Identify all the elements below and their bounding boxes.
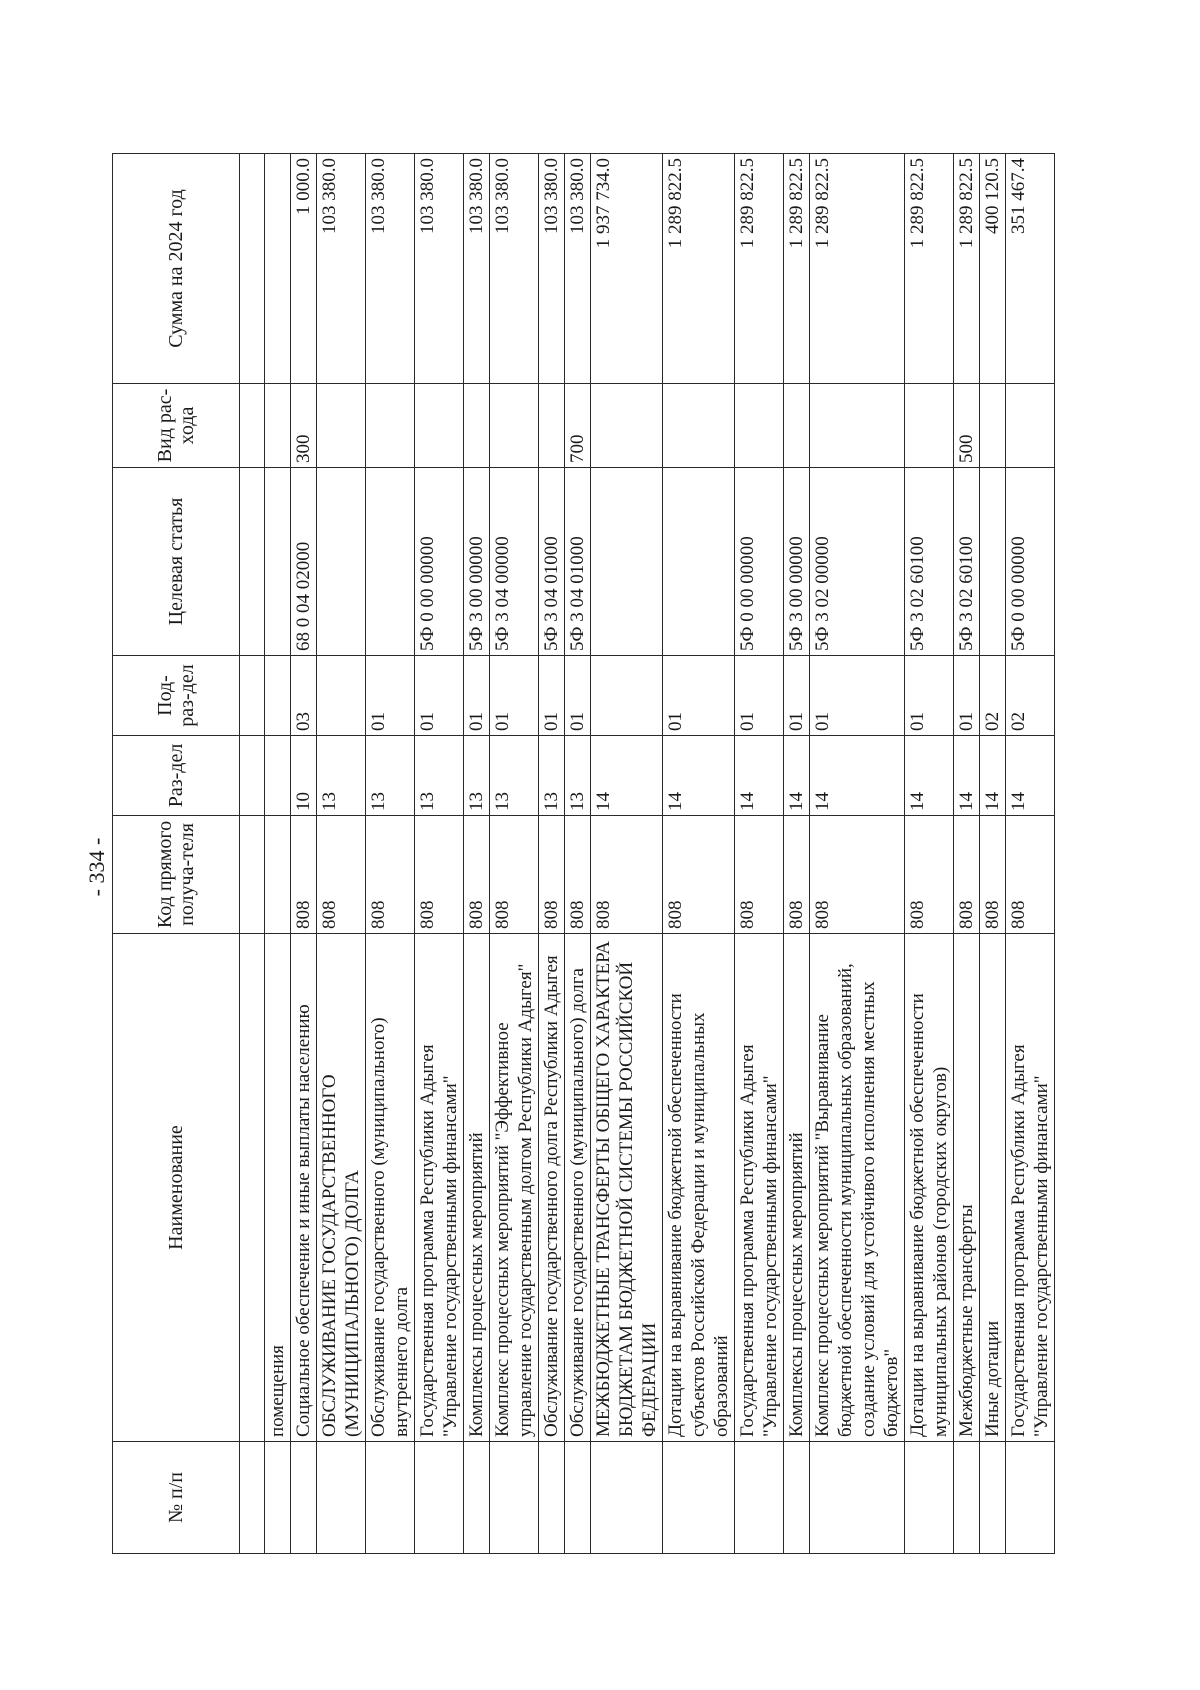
cell-section: 13 (464, 736, 490, 816)
cell-section: 13 (565, 736, 591, 816)
cell-section: 13 (490, 736, 539, 816)
header-subsection: Под-раз-дел (113, 656, 240, 736)
table-row (415, 154, 464, 1554)
cell-sum: 103 380.0 (490, 154, 539, 384)
cell-sum: 103 380.0 (565, 154, 591, 384)
header-number: № п/п (113, 1442, 240, 1554)
cell-subsection: 01 (784, 656, 810, 736)
cell-name: МЕЖБЮДЖЕТНЫЕ ТРАНСФЕРТЫ ОБЩЕГО ХАРАКТЕРА БЮДЖЕТАМ БЮДЖЕТНОЙ СИСТЕМЫ РОССИЙСКОЙ ФЕДЕРАЦИИ (591, 934, 663, 1442)
header-sum-2024: Сумма на 2024 год (113, 154, 240, 384)
cell-number (565, 1442, 591, 1554)
table-row (905, 154, 954, 1554)
table-row (539, 154, 565, 1554)
cell-code: 808 (565, 816, 591, 934)
cell-expense-type (539, 384, 565, 468)
cell-subsection: 01 (565, 656, 591, 736)
cell-expense-type (317, 384, 366, 468)
cell-section: 14 (810, 736, 905, 816)
cell-code: 808 (291, 816, 317, 934)
cell-expense-type: 700 (565, 384, 591, 468)
cell-name: ОБСЛУЖИВАНИЕ ГОСУДАРСТВЕННОГО (МУНИЦИПАЛЬНОГО) ДОЛГА (317, 934, 366, 1442)
cell-article: 5Ф 0 00 00000 (415, 468, 464, 656)
table-row (317, 154, 366, 1554)
cell-section: 13 (415, 736, 464, 816)
cell-sum: 103 380.0 (415, 154, 464, 384)
cell-code: 808 (980, 816, 1006, 934)
cell-code: 808 (366, 816, 415, 934)
cell-article (265, 468, 291, 656)
cell-code: 808 (905, 816, 954, 934)
cell-subsection: 01 (663, 656, 735, 736)
cell-code: 808 (464, 816, 490, 934)
cell-code (265, 816, 291, 934)
cell-sum: 1 000.0 (291, 154, 317, 384)
table-row (565, 154, 591, 1554)
cell-number (905, 1442, 954, 1554)
cell-subsection: 01 (735, 656, 784, 736)
cell-article: 5Ф 0 00 00000 (735, 468, 784, 656)
cell-article: 5Ф 3 00 00000 (784, 468, 810, 656)
cell-number (1006, 1442, 1055, 1554)
cell-code: 808 (1006, 816, 1055, 934)
cell-name: Межбюджетные трансферты (954, 934, 980, 1442)
cell-sum: 103 380.0 (317, 154, 366, 384)
cell-code: 808 (810, 816, 905, 934)
table-row (366, 154, 415, 1554)
cell-expense-type (663, 384, 735, 468)
cell-expense-type (265, 384, 291, 468)
cell-article: 5Ф 3 02 00000 (810, 468, 905, 656)
cell-expense-type: 300 (291, 384, 317, 468)
cell-code: 808 (954, 816, 980, 934)
cell-sum: 103 380.0 (366, 154, 415, 384)
cell-name: Социальное обеспечение и иные выплаты населению (291, 934, 317, 1442)
cell-subsection: 01 (415, 656, 464, 736)
cell-number (980, 1442, 1006, 1554)
cell-code: 808 (784, 816, 810, 934)
cell-article: 5Ф 3 02 60100 (954, 468, 980, 656)
cell-code: 808 (317, 816, 366, 934)
cell-number (490, 1442, 539, 1554)
table-row (663, 154, 735, 1554)
cell-sum: 1 289 822.5 (954, 154, 980, 384)
cell-article (980, 468, 1006, 656)
cell-article (663, 468, 735, 656)
cell-sum: 1 937 734.0 (591, 154, 663, 384)
cell-number (539, 1442, 565, 1554)
cell-sum: 103 380.0 (539, 154, 565, 384)
cell-expense-type (366, 384, 415, 468)
cell-expense-type (905, 384, 954, 468)
cell-name: Государственная программа Республики Адыгея "Управление государственными финансами" (1006, 934, 1055, 1442)
cell-article: 5Ф 3 00 00000 (464, 468, 490, 656)
cell-name: Государственная программа Республики Адыгея "Управление государственными финансами" (415, 934, 464, 1442)
cell-expense-type (591, 384, 663, 468)
cell-number (784, 1442, 810, 1554)
header-name: Наименование (113, 934, 240, 1442)
cell-subsection (265, 656, 291, 736)
cell-name: Государственная программа Республики Адыгея "Управление государственными финансами" (735, 934, 784, 1442)
table-row (1006, 154, 1055, 1554)
cell-subsection: 02 (980, 656, 1006, 736)
cell-section: 10 (291, 736, 317, 816)
cell-subsection: 01 (810, 656, 905, 736)
cell-article: 5Ф 3 04 01000 (565, 468, 591, 656)
cell-section: 14 (663, 736, 735, 816)
cell-number (317, 1442, 366, 1554)
cell-expense-type (735, 384, 784, 468)
cell-code: 808 (591, 816, 663, 934)
cell-subsection: 01 (905, 656, 954, 736)
cell-subsection (591, 656, 663, 736)
cell-subsection: 02 (1006, 656, 1055, 736)
cell-number (810, 1442, 905, 1554)
cell-article: 68 0 04 02000 (291, 468, 317, 656)
cell-sum: 351 467.4 (1006, 154, 1055, 384)
cell-name: Комплекс процессных мероприятий "Выравнивание бюджетной обеспеченности муниципальных образований, создание условий для устойчивого исполнения местных бюджетов" (810, 934, 905, 1442)
cell-expense-type (415, 384, 464, 468)
cell-number (291, 1442, 317, 1554)
cell-section: 14 (1006, 736, 1055, 816)
cell-sum: 400 120.5 (980, 154, 1006, 384)
table-header-row (113, 154, 240, 1554)
cell-subsection: 01 (490, 656, 539, 736)
cell-number (464, 1442, 490, 1554)
cell-section: 13 (539, 736, 565, 816)
page-number: - 334 - (84, 837, 109, 897)
cell-section: 14 (980, 736, 1006, 816)
cell-name: Обслуживание государственного (муниципального) долга (565, 934, 591, 1442)
cell-number (591, 1442, 663, 1554)
cell-expense-type (1006, 384, 1055, 468)
cell-name: Комплекс процессных мероприятий "Эффективное управление государственным долгом Республики Адыгея" (490, 934, 539, 1442)
cell-expense-type: 500 (954, 384, 980, 468)
cell-name: Обслуживание государственного (муниципального) внутреннего долга (366, 934, 415, 1442)
cell-section: 14 (954, 736, 980, 816)
cell-section: 13 (317, 736, 366, 816)
cell-article: 5Ф 3 04 01000 (539, 468, 565, 656)
cell-expense-type (784, 384, 810, 468)
cell-subsection: 01 (954, 656, 980, 736)
cell-number (265, 1442, 291, 1554)
cell-code: 808 (539, 816, 565, 934)
table-row (591, 154, 663, 1554)
cell-article (366, 468, 415, 656)
table-row (490, 154, 539, 1554)
cell-subsection: 01 (539, 656, 565, 736)
cell-expense-type (490, 384, 539, 468)
table-spacer-row (240, 154, 265, 1554)
cell-expense-type (464, 384, 490, 468)
budget-table (112, 153, 1055, 1554)
cell-article (317, 468, 366, 656)
cell-sum: 1 289 822.5 (663, 154, 735, 384)
table-row (954, 154, 980, 1554)
cell-code: 808 (663, 816, 735, 934)
table-row (810, 154, 905, 1554)
cell-section: 14 (591, 736, 663, 816)
cell-article (591, 468, 663, 656)
table-row (784, 154, 810, 1554)
cell-article: 5Ф 0 00 00000 (1006, 468, 1055, 656)
cell-section: 13 (366, 736, 415, 816)
cell-name: помещения (265, 934, 291, 1442)
cell-sum: 103 380.0 (464, 154, 490, 384)
cell-name: Дотации на выравнивание бюджетной обеспеченности муниципальных районов (городских округов) (905, 934, 954, 1442)
table-row (735, 154, 784, 1554)
cell-sum (265, 154, 291, 384)
cell-sum: 1 289 822.5 (735, 154, 784, 384)
cell-number (735, 1442, 784, 1554)
table-row (265, 154, 291, 1554)
table-row (291, 154, 317, 1554)
cell-number (954, 1442, 980, 1554)
header-recipient-code: Код прямого получа-теля (113, 816, 240, 934)
cell-name: Дотации на выравнивание бюджетной обеспеченности субъектов Российской Федерации и муниципальных образований (663, 934, 735, 1442)
cell-sum: 1 289 822.5 (784, 154, 810, 384)
cell-section (265, 736, 291, 816)
cell-expense-type (810, 384, 905, 468)
cell-article: 5Ф 3 02 60100 (905, 468, 954, 656)
cell-code: 808 (490, 816, 539, 934)
cell-name: Иные дотации (980, 934, 1006, 1442)
cell-name: Комплексы процессных мероприятий (464, 934, 490, 1442)
header-section: Раз-дел (113, 736, 240, 816)
header-expense-type: Вид рас-хода (113, 384, 240, 468)
cell-section: 14 (784, 736, 810, 816)
table-row (980, 154, 1006, 1554)
cell-sum: 1 289 822.5 (905, 154, 954, 384)
cell-section: 14 (735, 736, 784, 816)
cell-subsection: 01 (464, 656, 490, 736)
cell-number (366, 1442, 415, 1554)
cell-code: 808 (735, 816, 784, 934)
header-target-article: Целевая статья (113, 468, 240, 656)
cell-name: Комплексы процессных мероприятий (784, 934, 810, 1442)
cell-code: 808 (415, 816, 464, 934)
cell-sum: 1 289 822.5 (810, 154, 905, 384)
cell-name: Обслуживание государственного долга Республики Адыгея (539, 934, 565, 1442)
cell-subsection (317, 656, 366, 736)
cell-number (663, 1442, 735, 1554)
cell-subsection: 03 (291, 656, 317, 736)
cell-article: 5Ф 3 04 00000 (490, 468, 539, 656)
cell-expense-type (980, 384, 1006, 468)
cell-subsection: 01 (366, 656, 415, 736)
cell-section: 14 (905, 736, 954, 816)
cell-number (415, 1442, 464, 1554)
table-row (464, 154, 490, 1554)
